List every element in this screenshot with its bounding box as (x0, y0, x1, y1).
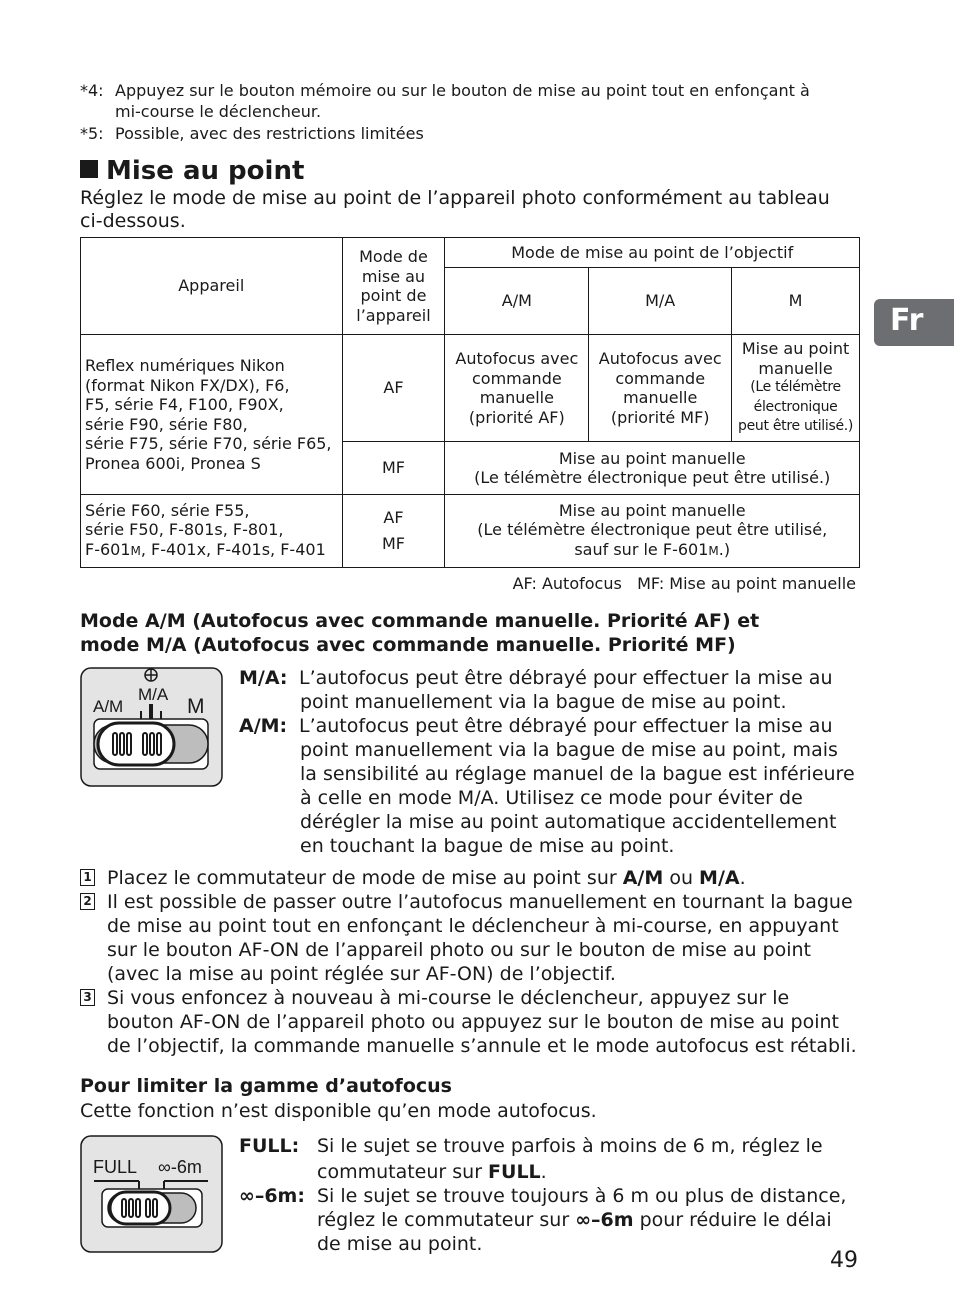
footnote-text: Appuyez sur le bouton mémoire ou sur le bouton de mise au point tout en enfonçant à (115, 81, 810, 100)
def-term-ma: M/A: (239, 667, 288, 689)
range-definitions: FULL: Si le sujet se trouve parfois à moins de 6 m, réglez le commutateur sur FULL. ∞–6m: Si le sujet se trouve toujours à 6 m ou plus de distance, réglez le commutateur sur ∞–6m pour réduire le délai de mise au point. (239, 1135, 847, 1255)
limit-text: Cette fonction n’est disponible qu’en mode autofocus. (80, 1100, 597, 1122)
row1-mf: MF (342, 442, 445, 495)
step-number: 2 (80, 893, 95, 910)
table-legend: AF: Autofocus MF: Mise au point manuelle (512, 574, 856, 593)
section-title: Mise au point (80, 155, 304, 187)
step-3: 3 Si vous enfoncez à nouveau à mi-course le déclencheur, appuyez sur le bouton AF-ON de l’appareil photo ou appuyez sur le bouton de mise au point de l’objectif, la commande manuelle s’annule et le mode autofocus est rétabli. (80, 986, 870, 1058)
header-m: M (732, 268, 860, 335)
page-number: 49 (830, 1248, 858, 1273)
step-number: 1 (80, 869, 95, 886)
limit-heading: Pour limiter la gamme d’autofocus (80, 1075, 452, 1097)
footnote-key: *4: (80, 81, 104, 100)
row2-value: Mise au point manuelle (Le télémètre électronique peut être utilisé, sauf sur le F-601M.) (445, 495, 860, 568)
mode-heading: Mode A/M (Autofocus avec commande manuelle. Priorité AF) et mode M/A (Autofocus avec commande manuelle. Priorité MF) (80, 610, 760, 656)
row2-camera: Série F60, série F55, série F50, F-801s, F-801, F-601M, F-401x, F-401s, F-401 (81, 495, 343, 568)
row1-mf-value: Mise au point manuelle (Le télémètre électronique peut être utilisé.) (445, 442, 860, 495)
range-limit-switch-illustration (80, 1135, 223, 1253)
footnote-4 (80, 80, 870, 122)
def-term-full: FULL: (239, 1135, 300, 1157)
row1-camera: Reflex numériques Nikon (format Nikon FX/DX), F6, F5, série F4, F100, F90X, série F90, série F80, série F75, série F70, série F65, Pronea 600i, Pronea S (81, 335, 343, 495)
switch-label-inf: ∞-6m (158, 1157, 202, 1177)
row2-mode: AF MF (342, 495, 445, 568)
footnote-text: Possible, avec des restrictions limitées (115, 124, 424, 143)
def-term-inf: ∞–6m: (239, 1185, 305, 1207)
focus-mode-switch-illustration (80, 667, 223, 787)
header-ma: M/A (589, 268, 732, 335)
def-term-am: A/M: (239, 715, 288, 737)
switch-label-am: A/M (93, 697, 124, 716)
step-1: 1 Placez le commutateur de mode de mise au point sur A/M ou M/A. (80, 866, 870, 890)
row1-am-value: Autofocus avec commande manuelle (priorité AF) (445, 335, 589, 442)
focus-mode-table (80, 237, 860, 568)
section-intro: Réglez le mode de mise au point de l’appareil photo conformément au tableau ci-dessous. (80, 187, 830, 232)
footnote-5 (80, 123, 870, 144)
mode-definitions: M/A: L’autofocus peut être débrayé pour effectuer la mise au point manuellement via la bague de mise au point. A/M: L’autofocus peut être débrayé pour effectuer la mise au point manuellement via la bague de mise au point, mais la sensibilité au réglage manuel de la bague est inférieure à celle en mode M/A. Utilisez ce mode pour éviter de dérégler la mise au point automatique accidentellement en touchant la bague de mise au point. (239, 667, 855, 857)
bullet-square-icon (80, 160, 98, 178)
header-am: A/M (445, 268, 589, 335)
row1-af: AF (342, 335, 445, 442)
header-body-mode: Mode de mise au point de l’appareil (342, 238, 445, 335)
step-number: 3 (80, 989, 95, 1006)
footnote-text: mi-course le déclencheur. (115, 102, 322, 121)
switch-label-full: FULL (93, 1157, 138, 1177)
step-2: 2 Il est possible de passer outre l’autofocus manuellement en tournant la bague de mise au point tout en enfonçant le déclencheur à mi-course, en appuyant sur le bouton AF-ON de l’appareil photo ou sur le bouton de mise au point (avec la mise au point réglée sur AF-ON) de l’objectif. (80, 890, 870, 986)
header-camera: Appareil (81, 238, 343, 335)
language-tab: Fr (874, 299, 954, 346)
header-lens-mode: Mode de mise au point de l’objectif (445, 238, 860, 268)
row1-m-value: Mise au point manuelle (Le télémètre électronique peut être utilisé.) (732, 335, 860, 442)
footnote-key: *5: (80, 124, 104, 143)
switch-label-m: M (187, 695, 205, 718)
switch-label-ma: M/A (138, 685, 169, 704)
row1-ma-value: Autofocus avec commande manuelle (priorité MF) (589, 335, 732, 442)
